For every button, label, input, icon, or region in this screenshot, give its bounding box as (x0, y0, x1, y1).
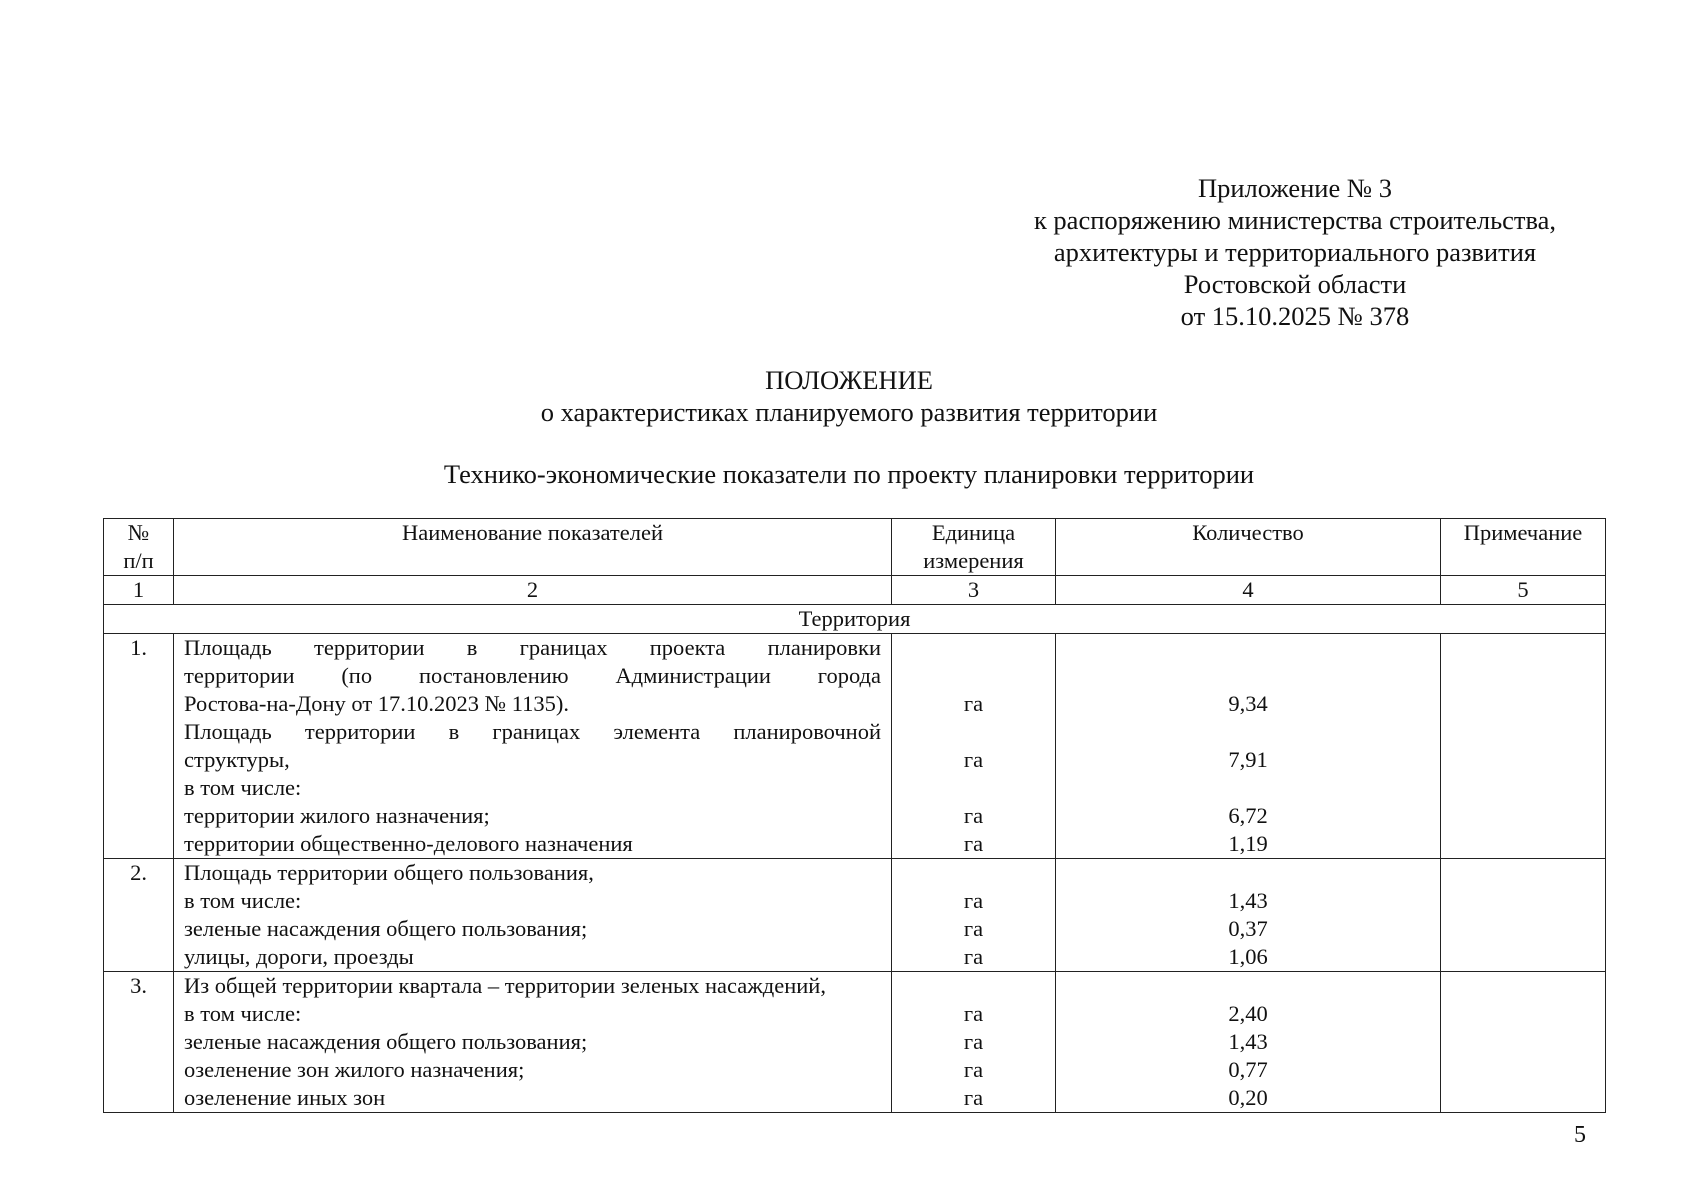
indicator-line: зеленые насаждения общего пользования; (184, 1029, 588, 1054)
unit-value: га (963, 1057, 984, 1082)
document-title (0, 364, 1698, 428)
column-number: 2 (174, 576, 892, 605)
section-title: Территория (104, 605, 1606, 634)
appendix-line: архитектуры и территориального развития (1053, 237, 1537, 267)
page-number: 5 (1574, 1122, 1586, 1148)
quantity-value: 1,06 (1228, 944, 1268, 969)
indicator-line: Ростова-на-Дону от 17.10.2023 № 1135). (184, 691, 570, 716)
unit-cell (892, 859, 1056, 972)
unit-value (902, 972, 1045, 1000)
appendix-line: к распоряжению министерства строительства, (1033, 205, 1557, 235)
table-header-row (104, 519, 1606, 576)
indicator-line: зеленые насаждения общего пользования; (184, 916, 588, 941)
quantity-value (1066, 774, 1430, 802)
unit-value: га (963, 1029, 984, 1054)
quantity-value (1066, 662, 1430, 690)
table-row (104, 972, 1606, 1113)
column-number: 5 (1441, 576, 1606, 605)
row-number: 3. (104, 972, 174, 1113)
appendix-line: от 15.10.2025 № 378 (1180, 301, 1410, 331)
row-number: 1. (104, 634, 174, 859)
header-num: № п/п (104, 519, 174, 576)
quantity-value: 1,43 (1228, 1029, 1268, 1054)
section-row (104, 605, 1606, 634)
indicator-line: в том числе: (184, 1001, 302, 1026)
quantity-value: 1,19 (1228, 831, 1268, 856)
table-body (104, 634, 1606, 1113)
unit-value: га (963, 747, 984, 772)
unit-value: га (963, 916, 984, 941)
unit-value (902, 634, 1045, 662)
indicator-line: в том числе: (184, 888, 302, 913)
quantity-value (1066, 972, 1430, 1000)
indicator-line: территории общественно-делового назначения (184, 831, 633, 856)
indicators-table (103, 518, 1606, 1113)
title-subtitle: о характеристиках планируемого развития территории (540, 397, 1158, 427)
unit-cell (892, 972, 1056, 1113)
unit-value: га (963, 831, 984, 856)
indicator-name-cell (174, 972, 892, 1113)
indicator-name-cell (174, 859, 892, 972)
quantity-value: 0,77 (1228, 1057, 1268, 1082)
indicator-line: в том числе: (184, 775, 302, 800)
column-number: 3 (892, 576, 1056, 605)
appendix-line: Ростовской области (1183, 269, 1407, 299)
header-note: Примечание (1441, 519, 1606, 576)
indicator-line: озеленение иных зон (184, 1085, 386, 1110)
indicator-line: Площадь территории общего пользования, (184, 860, 594, 885)
unit-value: га (963, 803, 984, 828)
table-title: Технико-экономические показатели по проекту планировки территории (443, 459, 1255, 489)
quantity-value (1066, 859, 1430, 887)
indicator-line: Из общей территории квартала – территории зеленых насаждений, (184, 973, 826, 998)
unit-value (902, 662, 1045, 690)
column-number-row (104, 576, 1606, 605)
indicator-line: улицы, дороги, проезды (184, 944, 414, 969)
quantity-value: 7,91 (1228, 747, 1268, 772)
indicator-line: структуры, (184, 747, 290, 772)
header-name: Наименование показателей (174, 519, 892, 576)
unit-value (902, 774, 1045, 802)
indicator-line: территории жилого назначения; (184, 803, 490, 828)
table-row (104, 634, 1606, 859)
indicator-line: озеленение зон жилого назначения; (184, 1057, 525, 1082)
unit-cell (892, 634, 1056, 859)
row-number: 2. (104, 859, 174, 972)
indicator-name-cell (174, 634, 892, 859)
column-number: 1 (104, 576, 174, 605)
header-qty: Количество (1056, 519, 1441, 576)
quantity-value: 0,20 (1228, 1085, 1268, 1110)
note-cell (1441, 634, 1606, 859)
quantity-value (1066, 718, 1430, 746)
indicator-line: Площадь территории в границах проекта планировки (184, 635, 881, 660)
quantity-value: 0,37 (1228, 916, 1268, 941)
quantity-cell (1056, 634, 1441, 859)
unit-value (902, 718, 1045, 746)
unit-value: га (963, 888, 984, 913)
unit-value: га (963, 944, 984, 969)
note-cell (1441, 972, 1606, 1113)
appendix-header (960, 172, 1630, 332)
note-cell (1441, 859, 1606, 972)
title-main: ПОЛОЖЕНИЕ (765, 365, 933, 395)
quantity-value: 1,43 (1228, 888, 1268, 913)
unit-value: га (963, 1001, 984, 1026)
quantity-value (1066, 634, 1430, 662)
quantity-value: 9,34 (1228, 691, 1268, 716)
quantity-cell (1056, 859, 1441, 972)
indicator-line: территории (по постановлению Администрации города (184, 663, 881, 688)
appendix-line: Приложение № 3 (1197, 173, 1392, 203)
column-number: 4 (1056, 576, 1441, 605)
unit-value (902, 859, 1045, 887)
quantity-value: 6,72 (1228, 803, 1268, 828)
indicator-line: Площадь территории в границах элемента планировочной (184, 719, 881, 744)
quantity-value: 2,40 (1228, 1001, 1268, 1026)
unit-value: га (963, 691, 984, 716)
quantity-cell (1056, 972, 1441, 1113)
table-row (104, 859, 1606, 972)
unit-value: га (963, 1085, 984, 1110)
header-unit: Единица измерения (892, 519, 1056, 576)
